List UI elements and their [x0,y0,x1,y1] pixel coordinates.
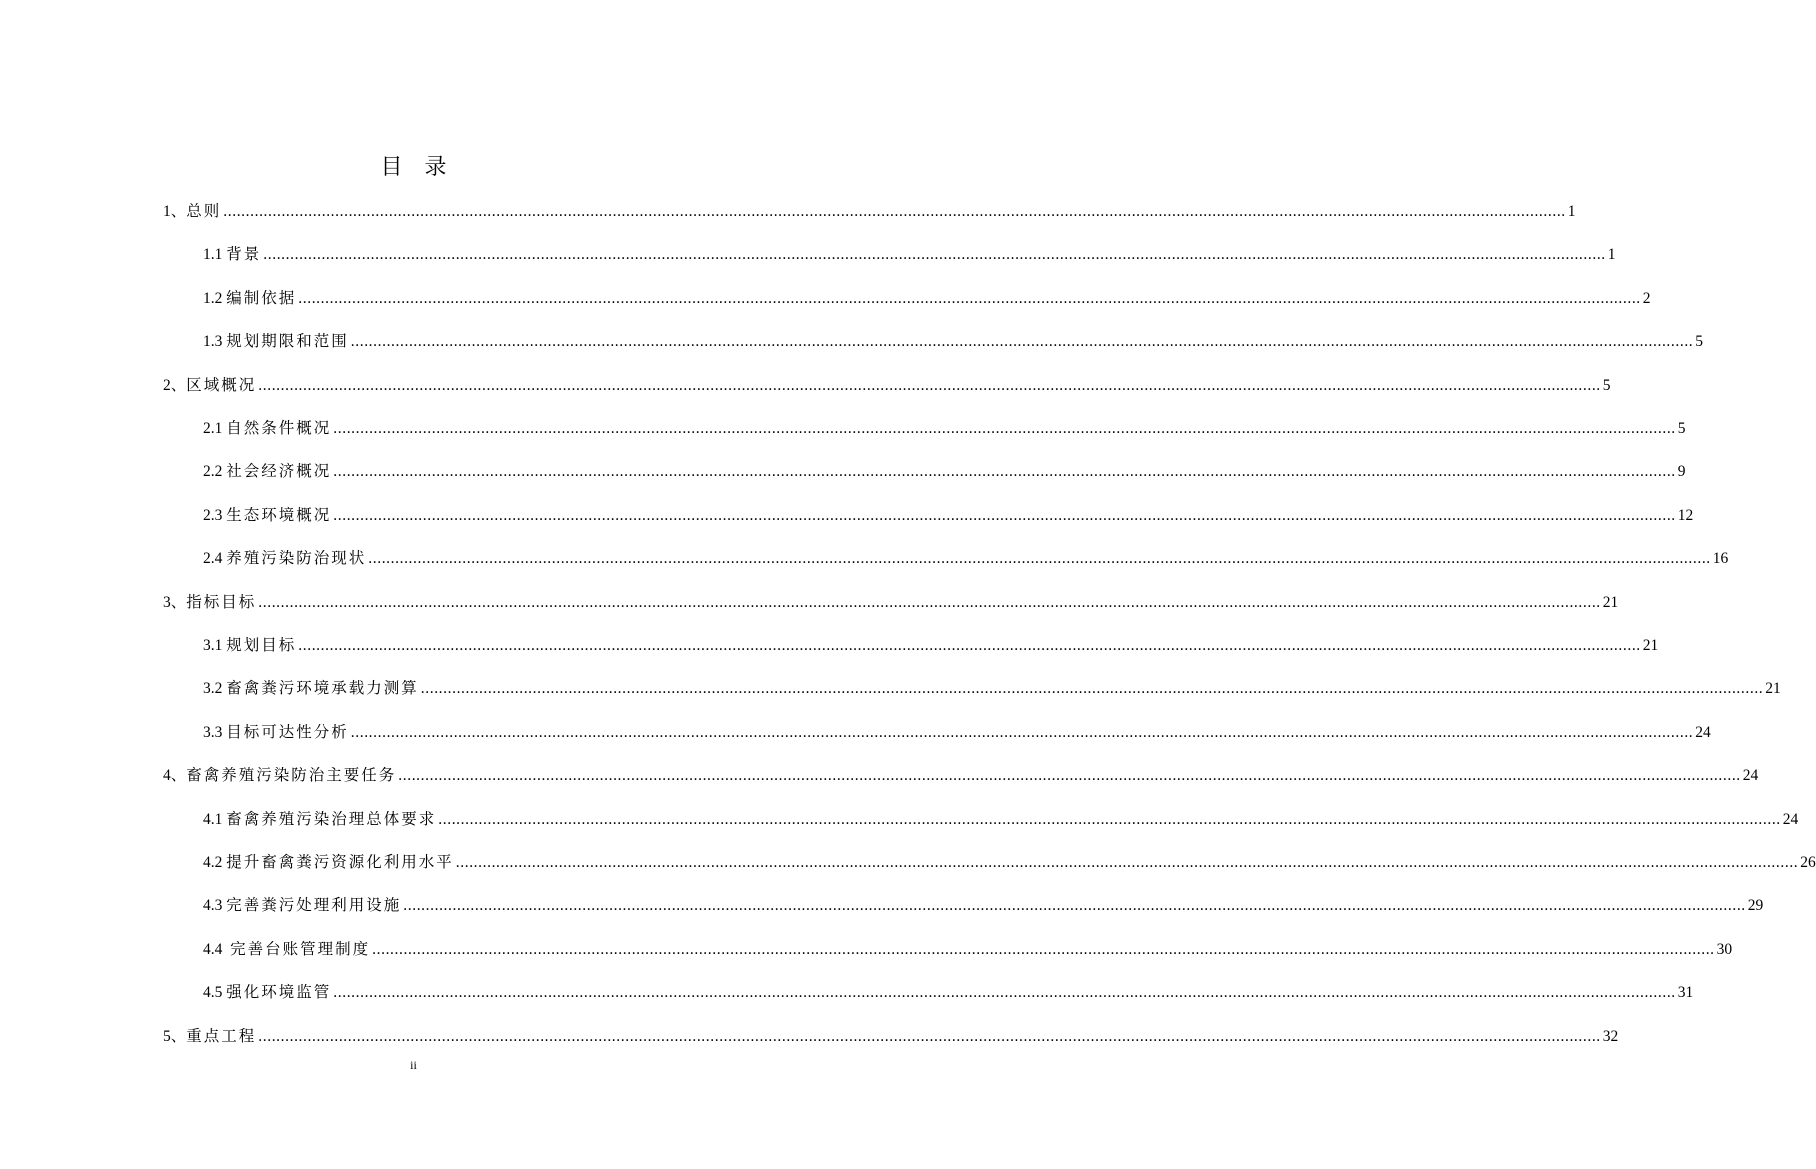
toc-entry-number: 2.2 [203,463,227,481]
toc-entry-title: 自然条件概况 [226,419,332,437]
toc-entry[interactable] [163,1024,1619,1046]
toc-entry-page: 9 [1677,463,1686,481]
toc-entry[interactable] [203,807,1799,829]
toc-entry-title: 总则 [186,202,222,220]
toc-entry-number: 4.4 [203,940,231,958]
toc-entry-title: 编制依据 [226,288,297,307]
toc-entry-page: 24 [1742,767,1759,785]
toc-entry-page: 16 [1712,550,1729,568]
toc-entry-number: 5、 [163,1027,187,1045]
toc-entry-page: 1 [1567,203,1576,220]
toc-entry-number: 4.2 [203,854,227,871]
toc-entry-page: 1 [1607,246,1616,264]
toc-entry-title: 完善粪污处理利用设施 [226,896,402,915]
toc-entry-number: 3、 [163,593,187,611]
toc-dot-leader: ............................................................................................................................................................................................................................................................................................................ [263,246,1606,264]
toc-entry[interactable] [203,242,1616,264]
toc-entry-number: 2、 [163,376,187,394]
toc-entry-title: 养殖污染防治现状 [226,549,367,568]
toc-dot-leader: ............................................................................................................................................................................................................................................................................................................ [368,550,1711,568]
toc-entry-page: 26 [1800,854,1816,871]
toc-entry[interactable] [203,459,1686,481]
toc-entry-number: 1.3 [203,333,227,351]
toc-dot-leader: ............................................................................................................................................................................................................................................................................................................ [333,420,1676,437]
toc-entry[interactable] [163,373,1611,395]
toc-entry-title: 背景 [226,245,262,264]
toc-entry-title: 强化环境监管 [226,983,332,1002]
toc-entry-page: 5 [1602,376,1611,394]
toc-entry[interactable] [203,893,1764,915]
toc-entry-title: 重点工程 [186,1026,257,1045]
toc-entry-page: 29 [1747,897,1764,915]
toc-entry-number: 3.3 [203,723,227,741]
toc-dot-leader: ............................................................................................................................................................................................................................................................................................................ [455,854,1799,871]
toc-entry-page: 21 [1765,680,1781,698]
toc-entry-page: 21 [1642,637,1659,654]
toc-entry[interactable] [203,720,1711,742]
toc-entry[interactable] [163,590,1619,612]
toc-entry[interactable] [163,763,1759,785]
toc-entry-number: 2.4 [203,550,227,568]
toc-entry-title: 规划目标 [226,636,297,654]
toc-entry-number: 3.2 [203,680,227,698]
toc-entry[interactable] [203,286,1651,308]
toc-entry-number: 4.3 [203,897,227,915]
toc-entry[interactable] [203,633,1659,655]
toc-entry-number: 2.1 [203,420,227,437]
toc-entry-title: 畜禽粪污环境承载力测算 [226,679,419,698]
toc-entry[interactable] [203,937,1733,959]
toc-dot-leader: ............................................................................................................................................................................................................................................................................................................ [333,506,1676,524]
toc-dot-leader: ............................................................................................................................................................................................................................................................................................................ [333,463,1676,481]
toc-entry-title: 目标可达性分析 [226,722,349,741]
toc-entry-page: 32 [1602,1027,1619,1045]
toc-entry[interactable] [203,329,1704,351]
toc-entry[interactable] [203,676,1781,698]
toc-entry-number: 4、 [163,767,187,785]
toc-entry-number: 4.5 [203,984,227,1002]
toc-entry-title: 生态环境概况 [226,505,332,524]
toc-dot-leader: ............................................................................................................................................................................................................................................................................................................ [350,723,1694,741]
toc-dot-leader: ............................................................................................................................................................................................................................................................................................................ [223,203,1566,220]
toc-entry-page: 5 [1677,420,1686,437]
toc-entry-page: 2 [1642,289,1651,307]
toc-entry-title: 区域概况 [186,375,257,394]
toc-entry-title: 指标目标 [186,592,257,611]
toc-entry-number: 1、 [163,203,187,220]
toc-entry-title: 规划期限和范围 [226,332,349,351]
toc-dot-leader: ............................................................................................................................................................................................................................................................................................................ [298,637,1641,654]
toc-entry[interactable] [203,850,1816,872]
toc-entry-number: 3.1 [203,637,227,654]
toc-entry-number: 4.1 [203,810,227,828]
toc-entry-page: 5 [1695,333,1704,351]
toc-entry-title: 畜禽养殖污染防治主要任务 [186,766,397,785]
toc-entry-page: 12 [1677,506,1694,524]
toc-entry-page: 21 [1602,593,1619,611]
toc-dot-leader: ............................................................................................................................................................................................................................................................................................................ [438,810,1781,828]
toc-dot-leader: ............................................................................................................................................................................................................................................................................................................ [350,333,1694,351]
toc-dot-leader: ............................................................................................................................................................................................................................................................................................................ [333,984,1676,1002]
toc-entry[interactable] [163,199,1576,221]
toc-entry[interactable] [203,503,1694,525]
toc-entry-number: 2.3 [203,506,227,524]
toc-entry[interactable] [203,416,1686,438]
toc-entry-title: 完善台账管理制度 [230,939,371,958]
toc-dot-leader: ............................................................................................................................................................................................................................................................................................................ [258,1027,1601,1045]
toc-entry-number: 1.2 [203,289,227,307]
toc-entry-page: 24 [1782,810,1799,828]
toc-entry-page: 24 [1695,723,1711,741]
toc-dot-leader: ............................................................................................................................................................................................................................................................................................................ [420,680,1764,698]
toc-dot-leader: ............................................................................................................................................................................................................................................................................................................ [258,376,1601,394]
toc-entry-title: 提升畜禽粪污资源化利用水平 [226,853,454,871]
toc-entry-title: 畜禽养殖污染治理总体要求 [226,809,437,828]
toc-entry-page: 30 [1716,940,1733,958]
toc-dot-leader: ............................................................................................................................................................................................................................................................................................................ [258,593,1601,611]
toc-entry[interactable] [203,980,1694,1002]
toc-dot-leader: ............................................................................................................................................................................................................................................................................................................ [372,940,1715,958]
toc-dot-leader: ............................................................................................................................................................................................................................................................................................................ [398,767,1741,785]
toc-entry-page: 31 [1677,984,1694,1002]
page-number-footer: ii [410,1058,417,1072]
page-title: 目录 [380,155,469,180]
toc-dot-leader: ............................................................................................................................................................................................................................................................................................................ [298,289,1641,307]
toc-entry-title: 社会经济概况 [226,462,332,481]
toc-entry[interactable] [203,546,1729,568]
toc-dot-leader: ............................................................................................................................................................................................................................................................................................................ [403,897,1746,915]
toc-entry-number: 1.1 [203,246,227,264]
